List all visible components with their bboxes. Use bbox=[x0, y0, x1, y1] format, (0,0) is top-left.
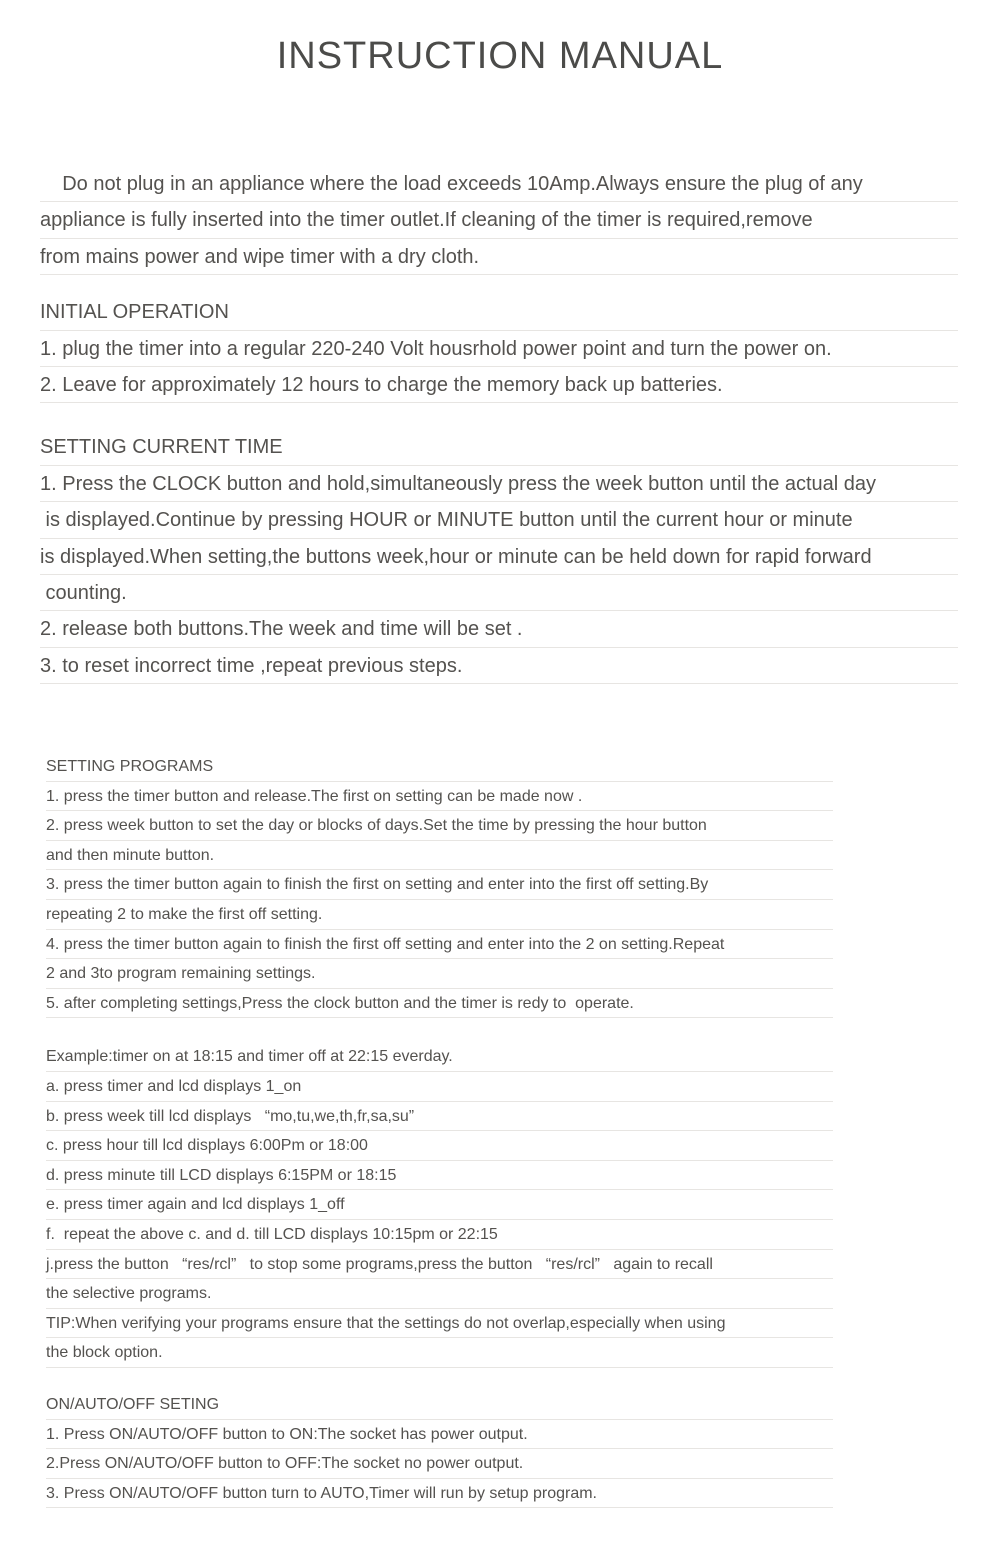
text-line: 5. after completing settings,Press the clock button and the timer is redy to operate. bbox=[46, 989, 833, 1019]
text-line: a. press timer and lcd displays 1_on bbox=[46, 1072, 833, 1102]
text-line: counting. bbox=[40, 575, 958, 611]
text-line: Example:timer on at 18:15 and timer off at 22:15 everday. bbox=[46, 1042, 833, 1072]
text-line: 4. press the timer button again to finish the first off setting and enter into the 2 on setting.Repeat bbox=[46, 930, 833, 960]
setting-programs-steps bbox=[46, 782, 833, 1019]
text-line: and then minute button. bbox=[46, 841, 833, 871]
text-line: Do not plug in an appliance where the load exceeds 10Amp.Always ensure the plug of any bbox=[40, 166, 958, 202]
text-line: 1. Press the CLOCK button and hold,simultaneously press the week button until the actual day bbox=[40, 466, 958, 502]
text-line: from mains power and wipe timer with a dry cloth. bbox=[40, 239, 958, 275]
on-auto-off-steps bbox=[46, 1420, 833, 1509]
text-line: appliance is fully inserted into the timer outlet.If cleaning of the timer is required,remove bbox=[40, 202, 958, 238]
text-line: is displayed.When setting,the buttons week,hour or minute can be held down for rapid forward bbox=[40, 539, 958, 575]
page-title: INSTRUCTION MANUAL bbox=[276, 35, 724, 77]
initial-operation-section bbox=[40, 294, 958, 403]
text-line: 2. Leave for approximately 12 hours to charge the memory back up batteries. bbox=[40, 367, 958, 403]
initial-operation-heading: INITIAL OPERATION bbox=[40, 294, 958, 330]
setting-current-time-section bbox=[40, 429, 958, 684]
text-line: repeating 2 to make the first off setting. bbox=[46, 900, 833, 930]
text-line: 2 and 3to program remaining settings. bbox=[46, 959, 833, 989]
text-line: 3. press the timer button again to finish the first on setting and enter into the first off setting.By bbox=[46, 870, 833, 900]
on-auto-off-heading: ON/AUTO/OFF SETING bbox=[46, 1390, 833, 1420]
text-line: the block option. bbox=[46, 1338, 833, 1368]
intro-section bbox=[40, 166, 958, 275]
intro-paragraph bbox=[40, 166, 958, 275]
text-line: 1. Press ON/AUTO/OFF button to ON:The socket has power output. bbox=[46, 1420, 833, 1450]
text-line: d. press minute till LCD displays 6:15PM or 18:15 bbox=[46, 1161, 833, 1191]
text-line: 1. press the timer button and release.The first on setting can be made now . bbox=[46, 782, 833, 812]
example-section bbox=[46, 1042, 833, 1368]
text-line: 3. Press ON/AUTO/OFF button turn to AUTO,Timer will run by setup program. bbox=[46, 1479, 833, 1509]
text-line: 2. release both buttons.The week and time will be set . bbox=[40, 611, 958, 647]
text-line: 3. to reset incorrect time ,repeat previous steps. bbox=[40, 648, 958, 684]
example-steps bbox=[46, 1042, 833, 1368]
setting-programs-heading: SETTING PROGRAMS bbox=[46, 752, 833, 782]
text-line: c. press hour till lcd displays 6:00Pm or 18:00 bbox=[46, 1131, 833, 1161]
setting-current-time-steps bbox=[40, 466, 958, 684]
text-line: TIP:When verifying your programs ensure that the settings do not overlap,especially when using bbox=[46, 1309, 833, 1339]
setting-programs-section bbox=[46, 752, 833, 1018]
initial-operation-steps bbox=[40, 331, 958, 404]
text-line: e. press timer again and lcd displays 1_off bbox=[46, 1190, 833, 1220]
text-line: j.press the button “res/rcl” to stop some programs,press the button “res/rcl” again to recall bbox=[46, 1250, 833, 1280]
setting-current-time-heading: SETTING CURRENT TIME bbox=[40, 429, 958, 465]
text-line: 2.Press ON/AUTO/OFF button to OFF:The socket no power output. bbox=[46, 1449, 833, 1479]
on-auto-off-section bbox=[46, 1390, 833, 1508]
text-line: f. repeat the above c. and d. till LCD displays 10:15pm or 22:15 bbox=[46, 1220, 833, 1250]
text-line: is displayed.Continue by pressing HOUR or MINUTE button until the current hour or minute bbox=[40, 502, 958, 538]
text-line: b. press week till lcd displays “mo,tu,we,th,fr,sa,su” bbox=[46, 1102, 833, 1132]
text-line: 1. plug the timer into a regular 220-240 Volt housrhold power point and turn the power on. bbox=[40, 331, 958, 367]
text-line: 2. press week button to set the day or blocks of days.Set the time by pressing the hour button bbox=[46, 811, 833, 841]
text-line: the selective programs. bbox=[46, 1279, 833, 1309]
